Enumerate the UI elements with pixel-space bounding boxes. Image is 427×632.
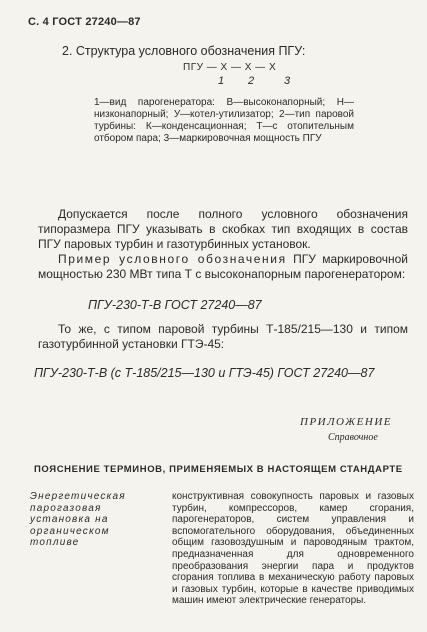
- position-mark-2: 2: [248, 75, 255, 87]
- example-intro-spaced: Пример условного обозначения: [58, 252, 287, 266]
- paragraph-same: [38, 322, 408, 352]
- term-definition: конструктивная совокупность паровых и газовых турбин, компрессоров, камер сгорания, парогенераторов, систем управления и вспомогательного оборудования, объединенных общим газовоздушным и пароводяным трактом, предназначенная для одновременного преобразования энергии пара и продуктов сгорания топлива в механическую работу паровых и газовых турбин, которые в качестве приводимых машин имеют электрические генераторы.: [172, 491, 414, 607]
- paragraph-permission: [38, 207, 408, 252]
- position-mark-1: 1: [218, 75, 225, 87]
- designation-formula: ПГУ — Х — Х — Х: [183, 62, 277, 73]
- term-name: Энергетическая парогазовая установка на органическом топливе: [30, 491, 126, 548]
- formula-legend: 1—вид парогенератора: В—высоконапорный; Н—низконапорный; У—котел-утилизатор; 2—тип паровой турбины: К—конденсационная; Т—с отопительным отбором пара; 3—маркировочная мощность ПГУ: [94, 97, 354, 144]
- page-header: С. 4 ГОСТ 27240—87: [28, 16, 141, 28]
- paragraph-example: [38, 252, 408, 282]
- terms-section-title: ПОЯСНЕНИЕ ТЕРМИНОВ, ПРИМЕНЯЕМЫХ В НАСТОЯЩЕМ СТАНДАРТЕ: [34, 464, 403, 475]
- formula-position-marks: [218, 75, 292, 93]
- paragraph-permission-text: Допускается после полного условного обозначения типоразмера ПГУ указывать в скобках тип входящих в состав ПГУ паровых турбин и газотурбинных установок.: [38, 207, 408, 251]
- paragraph-same-text: То же, с типом паровой турбины Т-185/215—130 и типом газотурбинной установки ГТЭ-45:: [38, 322, 408, 351]
- example-intro-rest: ПГУ маркировочной мощностью 230 МВт типа Т с высоконапорным парогенератором:: [38, 252, 408, 281]
- example-designation-2: ПГУ-230-Т-В (с Т-185/215—130 и ГТЭ-45) ГОСТ 27240—87: [34, 366, 375, 380]
- appendix-subtitle: Справочное: [328, 432, 378, 443]
- example-designation-1: ПГУ-230-Т-В ГОСТ 27240—87: [88, 298, 262, 312]
- position-mark-3: 3: [284, 75, 291, 87]
- section-heading: 2. Структура условного обозначения ПГУ:: [62, 44, 306, 58]
- appendix-title: ПРИЛОЖЕНИЕ: [300, 416, 392, 428]
